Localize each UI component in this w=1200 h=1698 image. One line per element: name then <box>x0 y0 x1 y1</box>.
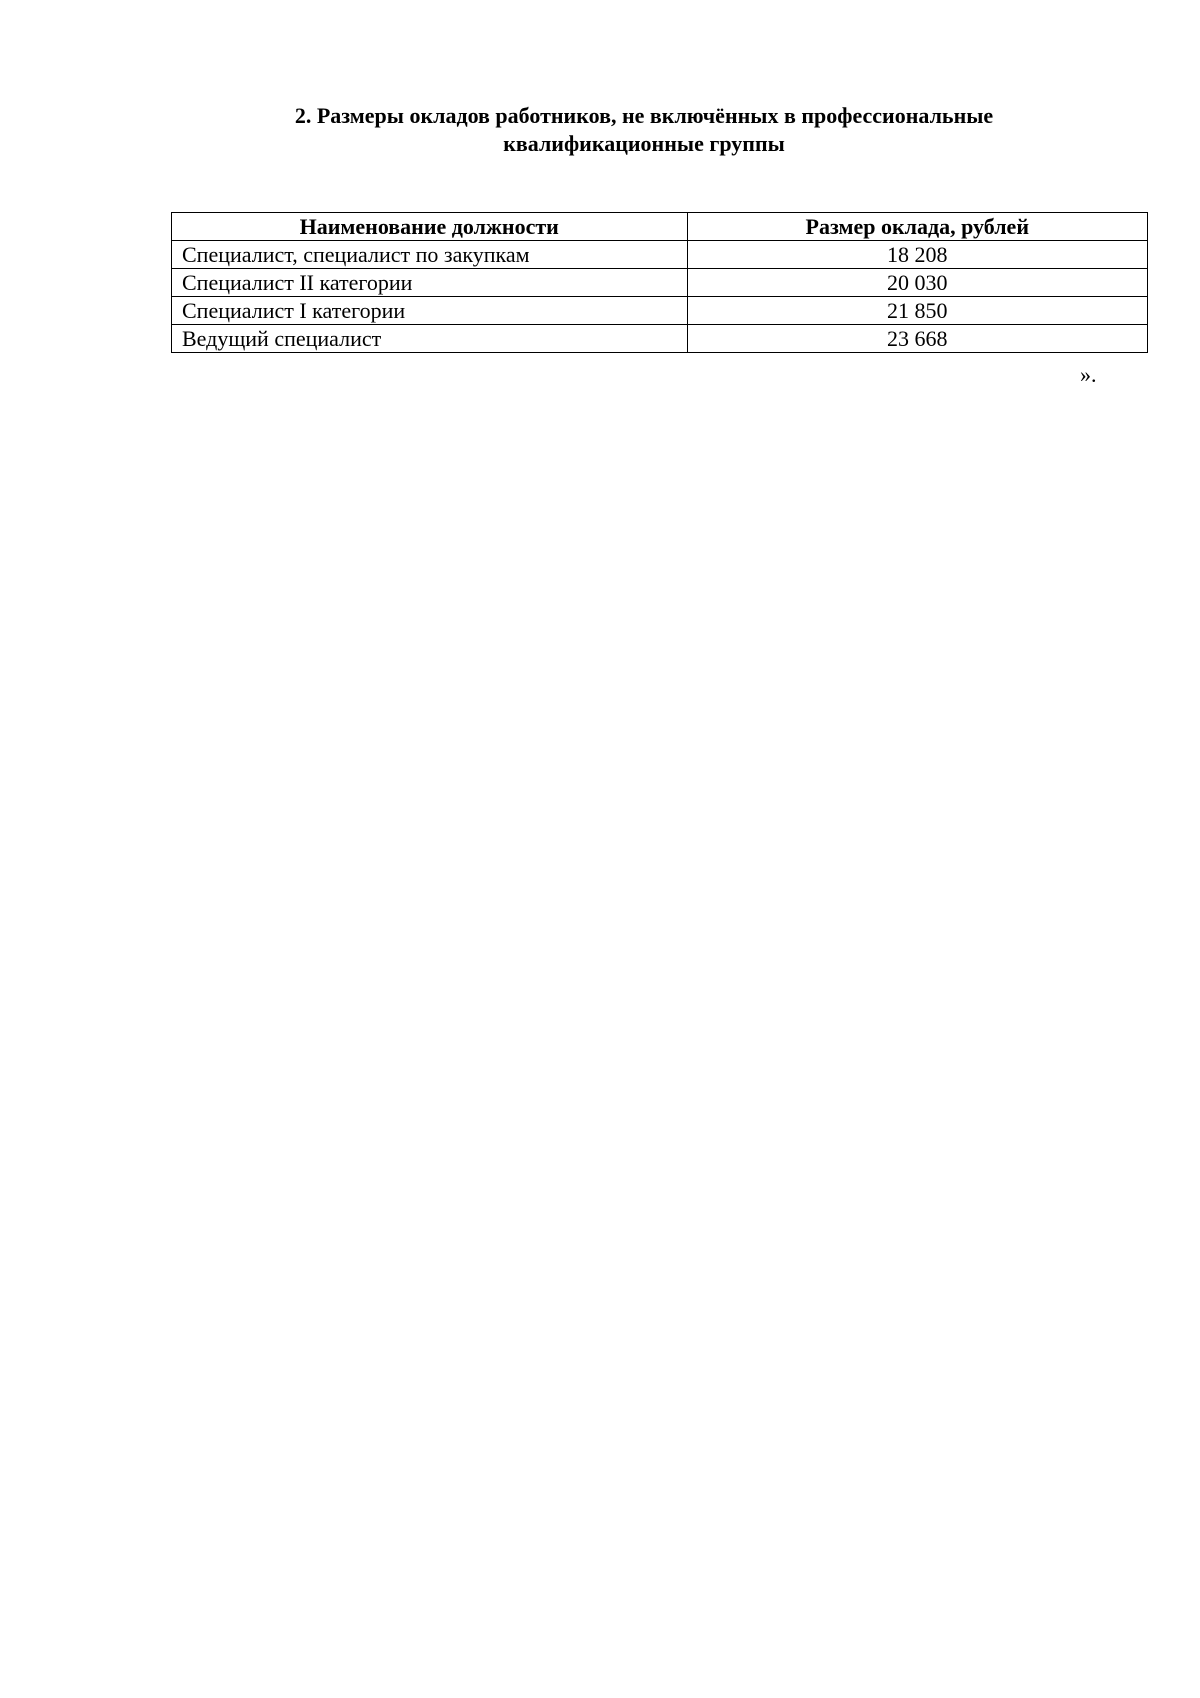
closing-quote-mark: ». <box>1080 362 1097 387</box>
table-row <box>172 241 1148 269</box>
table-row <box>172 325 1148 353</box>
salary-cell: 21 850 <box>687 297 1148 325</box>
position-cell: Ведущий специалист <box>172 325 688 353</box>
column-header-position: Наименование должности <box>172 213 688 241</box>
salary-cell: 20 030 <box>687 269 1148 297</box>
column-header-salary: Размер оклада, рублей <box>687 213 1148 241</box>
section-title-line-1: 2. Размеры окладов работников, не включённых в профессиональные <box>294 103 994 128</box>
position-cell: Специалист II категории <box>172 269 688 297</box>
position-cell: Специалист I категории <box>172 297 688 325</box>
salary-cell: 18 208 <box>687 241 1148 269</box>
table-row <box>172 269 1148 297</box>
table-header-row <box>172 213 1148 241</box>
salary-table <box>171 212 1148 353</box>
section-title <box>170 102 1118 158</box>
position-cell: Специалист, специалист по закупкам <box>172 241 688 269</box>
table-row <box>172 297 1148 325</box>
salary-cell: 23 668 <box>687 325 1148 353</box>
section-title-line-2: квалификационные группы <box>503 131 785 156</box>
